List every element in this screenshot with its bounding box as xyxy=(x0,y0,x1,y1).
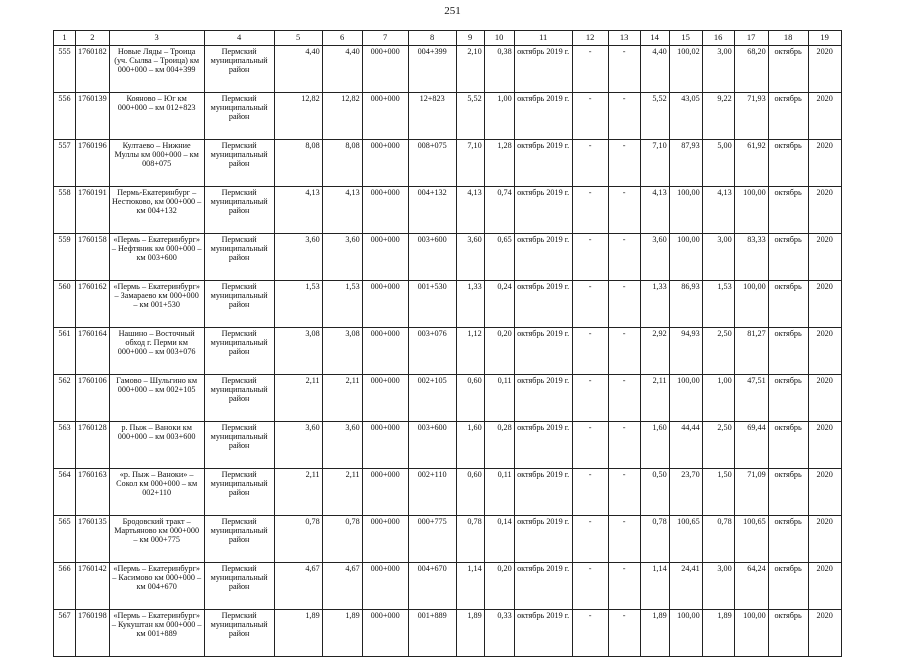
cell-c8: 12+823 xyxy=(408,93,456,140)
cell-c14: 1,60 xyxy=(640,422,669,469)
cell-c14: 0,78 xyxy=(640,516,669,563)
cell-n: 561 xyxy=(54,328,76,375)
cell-c19: 2020 xyxy=(808,610,841,657)
cell-c5: 3,60 xyxy=(274,422,322,469)
cell-c15: 100,00 xyxy=(669,234,702,281)
cell-c5: 1,89 xyxy=(274,610,322,657)
cell-c14: 4,40 xyxy=(640,46,669,93)
cell-c14: 5,52 xyxy=(640,93,669,140)
cell-name: Бродовский тракт – Мартьяново км 000+000 – км 000+775 xyxy=(109,516,204,563)
cell-c15: 87,93 xyxy=(669,140,702,187)
cell-c12: - xyxy=(572,234,608,281)
cell-district: Пермский муниципальный район xyxy=(204,563,274,610)
cell-code: 1760164 xyxy=(76,328,110,375)
table-row xyxy=(54,563,842,610)
cell-c11: октябрь 2019 г. xyxy=(514,93,572,140)
cell-c8: 003+600 xyxy=(408,422,456,469)
cell-c16: 4,13 xyxy=(702,187,734,234)
column-header: 10 xyxy=(484,31,514,46)
column-header: 8 xyxy=(408,31,456,46)
cell-n: 557 xyxy=(54,140,76,187)
cell-c6: 4,40 xyxy=(322,46,362,93)
cell-district: Пермский муниципальный район xyxy=(204,187,274,234)
road-table xyxy=(53,30,842,657)
cell-name: Кояново – Юг км 000+000 – км 012+823 xyxy=(109,93,204,140)
cell-district: Пермский муниципальный район xyxy=(204,422,274,469)
cell-c13: - xyxy=(608,46,640,93)
cell-code: 1760139 xyxy=(76,93,110,140)
cell-c18: октябрь xyxy=(768,422,808,469)
cell-c8: 002+105 xyxy=(408,375,456,422)
column-header: 14 xyxy=(640,31,669,46)
cell-c9: 1,12 xyxy=(456,328,484,375)
cell-c12: - xyxy=(572,46,608,93)
cell-code: 1760182 xyxy=(76,46,110,93)
cell-name: «Пермь – Екатеринбург» – Кукуштан км 000+000 – км 001+889 xyxy=(109,610,204,657)
cell-c9: 3,60 xyxy=(456,234,484,281)
cell-c5: 2,11 xyxy=(274,469,322,516)
cell-c16: 5,00 xyxy=(702,140,734,187)
cell-c5: 4,13 xyxy=(274,187,322,234)
column-header: 2 xyxy=(76,31,110,46)
cell-district: Пермский муниципальный район xyxy=(204,516,274,563)
cell-c11: октябрь 2019 г. xyxy=(514,563,572,610)
cell-c16: 9,22 xyxy=(702,93,734,140)
cell-code: 1760135 xyxy=(76,516,110,563)
cell-c7: 000+000 xyxy=(362,563,408,610)
cell-c11: октябрь 2019 г. xyxy=(514,328,572,375)
cell-c6: 3,60 xyxy=(322,422,362,469)
cell-c18: октябрь xyxy=(768,93,808,140)
cell-c14: 7,10 xyxy=(640,140,669,187)
cell-c8: 001+889 xyxy=(408,610,456,657)
cell-code: 1760163 xyxy=(76,469,110,516)
cell-c18: октябрь xyxy=(768,328,808,375)
cell-n: 558 xyxy=(54,187,76,234)
cell-c15: 100,02 xyxy=(669,46,702,93)
cell-c9: 7,10 xyxy=(456,140,484,187)
cell-district: Пермский муниципальный район xyxy=(204,234,274,281)
cell-n: 563 xyxy=(54,422,76,469)
cell-c7: 000+000 xyxy=(362,422,408,469)
cell-c6: 1,53 xyxy=(322,281,362,328)
cell-c7: 000+000 xyxy=(362,234,408,281)
cell-c5: 3,60 xyxy=(274,234,322,281)
cell-c11: октябрь 2019 г. xyxy=(514,375,572,422)
table-row xyxy=(54,375,842,422)
cell-c8: 003+076 xyxy=(408,328,456,375)
cell-name: «Пермь – Екатеринбург» – Нефтяник км 000+000 – км 003+600 xyxy=(109,234,204,281)
cell-c10: 0,20 xyxy=(484,328,514,375)
cell-c11: октябрь 2019 г. xyxy=(514,234,572,281)
cell-c7: 000+000 xyxy=(362,375,408,422)
cell-c18: октябрь xyxy=(768,563,808,610)
table-row xyxy=(54,140,842,187)
cell-district: Пермский муниципальный район xyxy=(204,328,274,375)
cell-c18: октябрь xyxy=(768,469,808,516)
cell-district: Пермский муниципальный район xyxy=(204,140,274,187)
column-header: 18 xyxy=(768,31,808,46)
cell-c19: 2020 xyxy=(808,234,841,281)
cell-c5: 8,08 xyxy=(274,140,322,187)
cell-c17: 71,09 xyxy=(734,469,768,516)
cell-c9: 1,89 xyxy=(456,610,484,657)
cell-district: Пермский муниципальный район xyxy=(204,375,274,422)
table-row xyxy=(54,281,842,328)
cell-code: 1760128 xyxy=(76,422,110,469)
cell-c19: 2020 xyxy=(808,187,841,234)
cell-c5: 2,11 xyxy=(274,375,322,422)
cell-c8: 003+600 xyxy=(408,234,456,281)
cell-c14: 4,13 xyxy=(640,187,669,234)
column-header: 17 xyxy=(734,31,768,46)
column-header: 6 xyxy=(322,31,362,46)
cell-c5: 12,82 xyxy=(274,93,322,140)
cell-c13: - xyxy=(608,516,640,563)
column-header: 5 xyxy=(274,31,322,46)
cell-c9: 1,33 xyxy=(456,281,484,328)
cell-c16: 0,78 xyxy=(702,516,734,563)
cell-c15: 23,70 xyxy=(669,469,702,516)
cell-c15: 24,41 xyxy=(669,563,702,610)
cell-c10: 0,24 xyxy=(484,281,514,328)
cell-c13: - xyxy=(608,422,640,469)
cell-district: Пермский муниципальный район xyxy=(204,469,274,516)
header-row xyxy=(54,31,842,46)
cell-c14: 0,50 xyxy=(640,469,669,516)
cell-c19: 2020 xyxy=(808,375,841,422)
cell-code: 1760142 xyxy=(76,563,110,610)
cell-name: Култаево – Нижние Муллы км 000+000 – км 008+075 xyxy=(109,140,204,187)
cell-c11: октябрь 2019 г. xyxy=(514,516,572,563)
cell-c19: 2020 xyxy=(808,93,841,140)
cell-c18: октябрь xyxy=(768,234,808,281)
cell-name: Новые Ляды – Троица (уч. Сылва – Троица) км 000+000 – км 004+399 xyxy=(109,46,204,93)
cell-c19: 2020 xyxy=(808,328,841,375)
cell-n: 567 xyxy=(54,610,76,657)
cell-district: Пермский муниципальный район xyxy=(204,46,274,93)
table-row xyxy=(54,610,842,657)
cell-c19: 2020 xyxy=(808,469,841,516)
cell-c13: - xyxy=(608,234,640,281)
cell-c18: октябрь xyxy=(768,516,808,563)
cell-name: «Пермь – Екатеринбург» – Замараево км 000+000 – км 001+530 xyxy=(109,281,204,328)
cell-c12: - xyxy=(572,93,608,140)
cell-c19: 2020 xyxy=(808,281,841,328)
cell-c8: 004+399 xyxy=(408,46,456,93)
cell-c17: 100,00 xyxy=(734,610,768,657)
cell-c6: 2,11 xyxy=(322,469,362,516)
cell-code: 1760191 xyxy=(76,187,110,234)
cell-c16: 2,50 xyxy=(702,422,734,469)
cell-c11: октябрь 2019 г. xyxy=(514,46,572,93)
cell-n: 564 xyxy=(54,469,76,516)
table-row xyxy=(54,422,842,469)
cell-c12: - xyxy=(572,281,608,328)
cell-c17: 64,24 xyxy=(734,563,768,610)
cell-c16: 2,50 xyxy=(702,328,734,375)
cell-c15: 100,65 xyxy=(669,516,702,563)
cell-c11: октябрь 2019 г. xyxy=(514,610,572,657)
cell-c13: - xyxy=(608,375,640,422)
cell-c6: 4,13 xyxy=(322,187,362,234)
cell-district: Пермский муниципальный район xyxy=(204,610,274,657)
cell-c10: 0,38 xyxy=(484,46,514,93)
cell-c9: 0,60 xyxy=(456,375,484,422)
cell-c17: 47,51 xyxy=(734,375,768,422)
cell-c5: 0,78 xyxy=(274,516,322,563)
page-number: 251 xyxy=(444,5,461,17)
cell-c19: 2020 xyxy=(808,422,841,469)
cell-c8: 002+110 xyxy=(408,469,456,516)
cell-c19: 2020 xyxy=(808,563,841,610)
table-row xyxy=(54,516,842,563)
cell-c10: 0,11 xyxy=(484,469,514,516)
column-header: 9 xyxy=(456,31,484,46)
cell-c10: 0,28 xyxy=(484,422,514,469)
cell-c11: октябрь 2019 г. xyxy=(514,469,572,516)
cell-c5: 4,40 xyxy=(274,46,322,93)
cell-c18: октябрь xyxy=(768,375,808,422)
table-row xyxy=(54,46,842,93)
cell-c13: - xyxy=(608,187,640,234)
cell-c7: 000+000 xyxy=(362,328,408,375)
cell-c17: 83,33 xyxy=(734,234,768,281)
cell-c19: 2020 xyxy=(808,46,841,93)
cell-n: 555 xyxy=(54,46,76,93)
cell-c13: - xyxy=(608,469,640,516)
cell-name: «р. Пыж – Ваноки» – Сокол км 000+000 – км 002+110 xyxy=(109,469,204,516)
table-row xyxy=(54,234,842,281)
cell-c10: 0,11 xyxy=(484,375,514,422)
cell-c12: - xyxy=(572,187,608,234)
cell-c17: 68,20 xyxy=(734,46,768,93)
table-row xyxy=(54,328,842,375)
cell-c5: 4,67 xyxy=(274,563,322,610)
cell-c15: 100,00 xyxy=(669,610,702,657)
cell-c6: 3,60 xyxy=(322,234,362,281)
cell-name: «Пермь – Екатеринбург» – Касимово км 000+000 – км 004+670 xyxy=(109,563,204,610)
cell-n: 559 xyxy=(54,234,76,281)
cell-c13: - xyxy=(608,140,640,187)
column-header: 1 xyxy=(54,31,76,46)
table-row xyxy=(54,93,842,140)
cell-c9: 0,78 xyxy=(456,516,484,563)
cell-c11: октябрь 2019 г. xyxy=(514,281,572,328)
cell-name: Пермь-Екатеринбург – Нестюково, км 000+000 – км 004+132 xyxy=(109,187,204,234)
cell-c10: 0,33 xyxy=(484,610,514,657)
cell-c7: 000+000 xyxy=(362,610,408,657)
cell-c12: - xyxy=(572,328,608,375)
cell-c17: 81,27 xyxy=(734,328,768,375)
cell-c7: 000+000 xyxy=(362,281,408,328)
cell-c18: октябрь xyxy=(768,140,808,187)
cell-c18: октябрь xyxy=(768,281,808,328)
cell-c17: 69,44 xyxy=(734,422,768,469)
cell-c10: 0,14 xyxy=(484,516,514,563)
cell-c6: 3,08 xyxy=(322,328,362,375)
cell-c15: 94,93 xyxy=(669,328,702,375)
cell-c12: - xyxy=(572,563,608,610)
cell-c10: 1,28 xyxy=(484,140,514,187)
column-header: 12 xyxy=(572,31,608,46)
cell-c10: 0,65 xyxy=(484,234,514,281)
column-header: 4 xyxy=(204,31,274,46)
cell-n: 556 xyxy=(54,93,76,140)
cell-c16: 1,50 xyxy=(702,469,734,516)
cell-c11: октябрь 2019 г. xyxy=(514,422,572,469)
cell-c12: - xyxy=(572,469,608,516)
column-header: 19 xyxy=(808,31,841,46)
cell-c6: 1,89 xyxy=(322,610,362,657)
cell-c13: - xyxy=(608,328,640,375)
cell-c11: октябрь 2019 г. xyxy=(514,187,572,234)
cell-code: 1760158 xyxy=(76,234,110,281)
cell-c13: - xyxy=(608,281,640,328)
cell-c14: 1,33 xyxy=(640,281,669,328)
cell-c16: 3,00 xyxy=(702,234,734,281)
table-row xyxy=(54,469,842,516)
cell-district: Пермский муниципальный район xyxy=(204,93,274,140)
cell-c13: - xyxy=(608,610,640,657)
cell-c6: 2,11 xyxy=(322,375,362,422)
cell-n: 562 xyxy=(54,375,76,422)
cell-code: 1760198 xyxy=(76,610,110,657)
cell-c17: 71,93 xyxy=(734,93,768,140)
cell-district: Пермский муниципальный район xyxy=(204,281,274,328)
cell-name: Нашино – Восточный обход г. Перми км 000+000 – км 003+076 xyxy=(109,328,204,375)
cell-n: 560 xyxy=(54,281,76,328)
cell-c9: 2,10 xyxy=(456,46,484,93)
cell-c6: 12,82 xyxy=(322,93,362,140)
cell-c9: 1,14 xyxy=(456,563,484,610)
cell-c13: - xyxy=(608,563,640,610)
cell-c10: 0,74 xyxy=(484,187,514,234)
cell-c7: 000+000 xyxy=(362,46,408,93)
cell-c9: 4,13 xyxy=(456,187,484,234)
cell-c7: 000+000 xyxy=(362,140,408,187)
cell-c17: 61,92 xyxy=(734,140,768,187)
cell-c19: 2020 xyxy=(808,140,841,187)
cell-c14: 1,14 xyxy=(640,563,669,610)
column-header: 16 xyxy=(702,31,734,46)
cell-c15: 43,05 xyxy=(669,93,702,140)
column-header: 3 xyxy=(109,31,204,46)
cell-name: р. Пыж – Ваноки км 000+000 – км 003+600 xyxy=(109,422,204,469)
cell-c19: 2020 xyxy=(808,516,841,563)
cell-c8: 004+132 xyxy=(408,187,456,234)
cell-c15: 100,00 xyxy=(669,375,702,422)
cell-c9: 5,52 xyxy=(456,93,484,140)
cell-c7: 000+000 xyxy=(362,516,408,563)
cell-c7: 000+000 xyxy=(362,187,408,234)
cell-c5: 3,08 xyxy=(274,328,322,375)
cell-c12: - xyxy=(572,610,608,657)
cell-c15: 44,44 xyxy=(669,422,702,469)
cell-name: Гамово – Шульгино км 000+000 – км 002+105 xyxy=(109,375,204,422)
cell-c14: 2,92 xyxy=(640,328,669,375)
cell-c13: - xyxy=(608,93,640,140)
cell-c16: 1,53 xyxy=(702,281,734,328)
cell-c14: 1,89 xyxy=(640,610,669,657)
cell-c8: 000+775 xyxy=(408,516,456,563)
cell-c7: 000+000 xyxy=(362,469,408,516)
cell-c6: 4,67 xyxy=(322,563,362,610)
cell-c16: 1,00 xyxy=(702,375,734,422)
cell-c15: 86,93 xyxy=(669,281,702,328)
cell-c5: 1,53 xyxy=(274,281,322,328)
cell-c8: 008+075 xyxy=(408,140,456,187)
column-header: 13 xyxy=(608,31,640,46)
cell-c11: октябрь 2019 г. xyxy=(514,140,572,187)
cell-n: 566 xyxy=(54,563,76,610)
cell-c12: - xyxy=(572,140,608,187)
column-header: 15 xyxy=(669,31,702,46)
cell-c14: 3,60 xyxy=(640,234,669,281)
cell-c18: октябрь xyxy=(768,187,808,234)
cell-c17: 100,00 xyxy=(734,187,768,234)
cell-c9: 1,60 xyxy=(456,422,484,469)
cell-c17: 100,65 xyxy=(734,516,768,563)
cell-c15: 100,00 xyxy=(669,187,702,234)
cell-c16: 3,00 xyxy=(702,563,734,610)
cell-c8: 004+670 xyxy=(408,563,456,610)
cell-c6: 8,08 xyxy=(322,140,362,187)
cell-code: 1760196 xyxy=(76,140,110,187)
cell-c16: 3,00 xyxy=(702,46,734,93)
cell-c12: - xyxy=(572,422,608,469)
cell-code: 1760106 xyxy=(76,375,110,422)
cell-c14: 2,11 xyxy=(640,375,669,422)
cell-c16: 1,89 xyxy=(702,610,734,657)
table-row xyxy=(54,187,842,234)
cell-c6: 0,78 xyxy=(322,516,362,563)
column-header: 11 xyxy=(514,31,572,46)
cell-c12: - xyxy=(572,516,608,563)
cell-c18: октябрь xyxy=(768,610,808,657)
column-header: 7 xyxy=(362,31,408,46)
cell-c17: 100,00 xyxy=(734,281,768,328)
cell-c7: 000+000 xyxy=(362,93,408,140)
cell-c10: 0,20 xyxy=(484,563,514,610)
cell-c9: 0,60 xyxy=(456,469,484,516)
cell-c8: 001+530 xyxy=(408,281,456,328)
cell-n: 565 xyxy=(54,516,76,563)
cell-code: 1760162 xyxy=(76,281,110,328)
cell-c10: 1,00 xyxy=(484,93,514,140)
cell-c12: - xyxy=(572,375,608,422)
cell-c18: октябрь xyxy=(768,46,808,93)
